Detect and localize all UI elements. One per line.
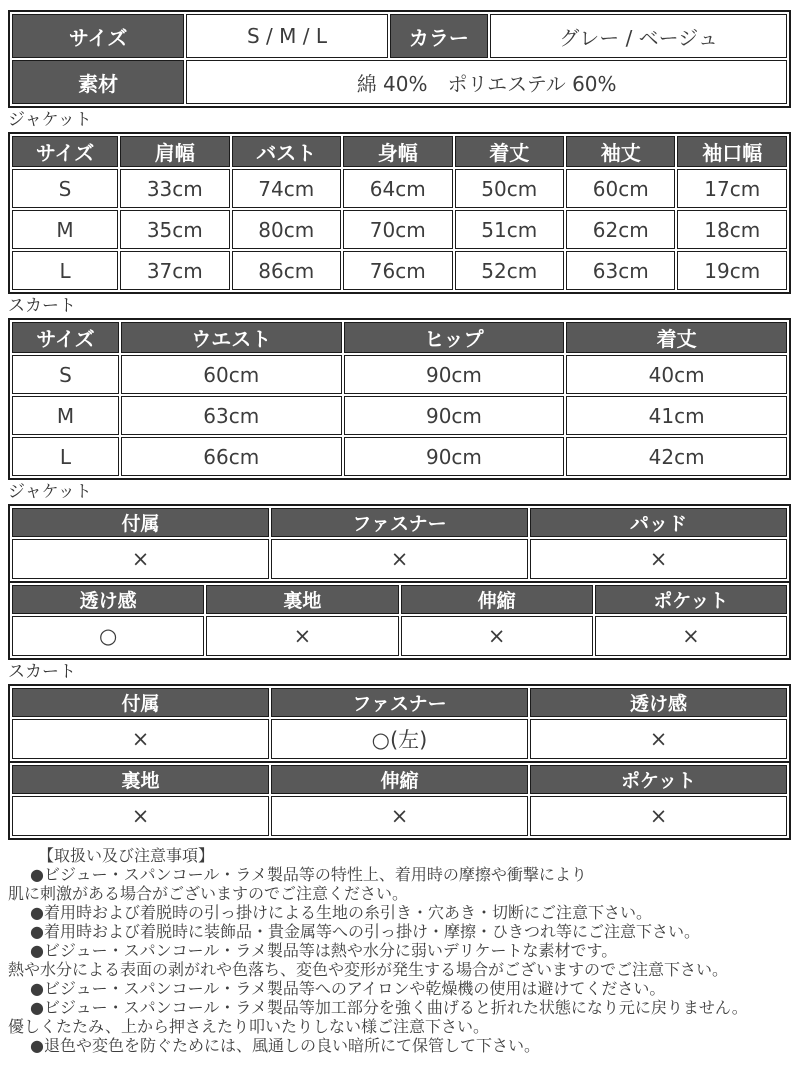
size-value-cell: 80cm <box>232 210 341 249</box>
section-label-skirt-sizes: スカート <box>8 296 76 316</box>
spec-value-cell: × <box>12 719 269 759</box>
size-value-cell: 90cm <box>344 437 565 476</box>
size-column-header: サイズ <box>12 322 119 353</box>
spec-header-cell: 透け感 <box>530 688 787 717</box>
info-value-cell: S / M / L <box>186 14 387 58</box>
size-value-cell: S <box>12 355 119 394</box>
size-value-cell: 86cm <box>232 251 341 290</box>
size-value-cell: 74cm <box>232 169 341 208</box>
info-header-cell: カラー <box>390 14 488 58</box>
size-value-cell: 66cm <box>121 437 342 476</box>
size-value-cell: L <box>12 437 119 476</box>
spec-header-cell: 裏地 <box>12 765 269 794</box>
size-column-header: 袖丈 <box>566 136 675 167</box>
spec-value-cell: × <box>401 616 593 656</box>
spec-header-cell: ファスナー <box>271 508 528 537</box>
jacket-spec-table-band-1 <box>8 504 791 583</box>
skirt-spec-table-band-2 <box>8 761 791 840</box>
spec-value-cell: × <box>12 796 269 836</box>
size-value-cell: S <box>12 169 118 208</box>
size-column-header: 着丈 <box>455 136 564 167</box>
size-value-cell: 52cm <box>455 251 564 290</box>
size-value-cell: M <box>12 210 118 249</box>
care-note-line: 肌に刺激がある場合がございますのでご注意ください。 <box>8 884 409 903</box>
spec-value-cell: × <box>271 539 528 579</box>
care-note-line: 熱や水分による表面の剥がれや色落ち、変色や変形が発生する場合がございますのでご注意下さい。 <box>8 960 729 979</box>
section-label-jacket-specs: ジャケット <box>8 482 92 502</box>
size-value-cell: 42cm <box>566 437 787 476</box>
size-value-cell: 37cm <box>120 251 229 290</box>
care-notes-title: 【取扱い及び注意事項】 <box>38 846 215 865</box>
spec-header-cell: 付属 <box>12 508 269 537</box>
info-header-cell: 素材 <box>12 60 184 104</box>
spec-header-cell: 伸縮 <box>271 765 528 794</box>
size-value-cell: 90cm <box>344 355 565 394</box>
size-value-cell: 76cm <box>343 251 452 290</box>
section-label-jacket-sizes: ジャケット <box>8 110 92 130</box>
info-value-cell: 綿 40% ポリエステル 60% <box>186 60 787 104</box>
spec-value-cell: × <box>271 796 528 836</box>
size-column-header: 着丈 <box>566 322 787 353</box>
section-label-skirt-specs: スカート <box>8 662 76 682</box>
spec-header-cell: ポケット <box>595 585 787 614</box>
size-column-header: サイズ <box>12 136 118 167</box>
care-note-line: ●ビジュー・スパンコール・ラメ製品等加工部分を強く曲げると折れた状態になり元に戻りません。 <box>30 998 748 1017</box>
size-value-cell: 35cm <box>120 210 229 249</box>
care-note-line: ●着用時および着脱時の引っ掛けによる生地の糸引き・穴あき・切断にご注意下さい。 <box>30 903 652 922</box>
spec-value-cell: × <box>530 719 787 759</box>
size-column-header: 肩幅 <box>120 136 229 167</box>
spec-value-cell: × <box>12 539 269 579</box>
size-value-cell: M <box>12 396 119 435</box>
spec-header-cell: 裏地 <box>206 585 398 614</box>
size-value-cell: 33cm <box>120 169 229 208</box>
size-value-cell: 51cm <box>455 210 564 249</box>
size-value-cell: 63cm <box>566 251 675 290</box>
size-value-cell: 41cm <box>566 396 787 435</box>
spec-header-cell: ポケット <box>530 765 787 794</box>
size-value-cell: 50cm <box>455 169 564 208</box>
spec-value-cell: × <box>530 539 787 579</box>
size-value-cell: 90cm <box>344 396 565 435</box>
info-value-cell: グレー / ベージュ <box>490 14 787 58</box>
spec-header-cell: 透け感 <box>12 585 204 614</box>
size-value-cell: 63cm <box>121 396 342 435</box>
care-note-line: 優しくたたみ、上から押さえたり叩いたりしない様ご注意下さい。 <box>8 1017 489 1036</box>
spec-header-cell: 付属 <box>12 688 269 717</box>
size-column-header: 袖口幅 <box>677 136 787 167</box>
size-value-cell: 40cm <box>566 355 787 394</box>
skirt-size-table <box>8 318 791 480</box>
spec-value-cell: × <box>530 796 787 836</box>
size-value-cell: 70cm <box>343 210 452 249</box>
care-note-line: ●着用時および着脱時に装飾品・貴金属等への引っ掛け・摩擦・ひきつれ等にご注意下さい。 <box>30 922 700 941</box>
size-value-cell: 60cm <box>121 355 342 394</box>
size-column-header: 身幅 <box>343 136 452 167</box>
spec-value-cell: ○ <box>12 616 204 656</box>
care-note-line: ●退色や変色を防ぐためには、風通しの良い暗所にて保管して下さい。 <box>30 1036 540 1055</box>
spec-value-cell: × <box>595 616 787 656</box>
skirt-spec-table-band-1 <box>8 684 791 763</box>
care-note-line: ●ビジュー・スパンコール・ラメ製品等の特性上、着用時の摩擦や衝撃により <box>30 865 587 884</box>
jacket-spec-table-band-2 <box>8 581 791 660</box>
size-value-cell: 19cm <box>677 251 787 290</box>
size-column-header: バスト <box>232 136 341 167</box>
spec-header-cell: パッド <box>530 508 787 537</box>
care-notes-lines <box>8 865 791 1055</box>
spec-header-cell: ファスナー <box>271 688 528 717</box>
size-column-header: ヒップ <box>344 322 565 353</box>
size-value-cell: 18cm <box>677 210 787 249</box>
care-note-line: ●ビジュー・スパンコール・ラメ製品等は熱や水分に弱いデリケートな素材です。 <box>30 941 618 960</box>
jacket-size-table <box>8 132 791 294</box>
spec-value-cell: × <box>206 616 398 656</box>
size-value-cell: 60cm <box>566 169 675 208</box>
size-value-cell: 62cm <box>566 210 675 249</box>
care-notes <box>8 846 791 1055</box>
size-value-cell: L <box>12 251 118 290</box>
spec-value-cell: ○(左) <box>271 719 528 759</box>
spec-header-cell: 伸縮 <box>401 585 593 614</box>
size-column-header: ウエスト <box>121 322 342 353</box>
care-note-line: ●ビジュー・スパンコール・ラメ製品等へのアイロンや乾燥機の使用は避けてください。 <box>30 979 666 998</box>
size-value-cell: 17cm <box>677 169 787 208</box>
info-header-cell: サイズ <box>12 14 184 58</box>
product-info-table <box>8 10 791 108</box>
size-value-cell: 64cm <box>343 169 452 208</box>
